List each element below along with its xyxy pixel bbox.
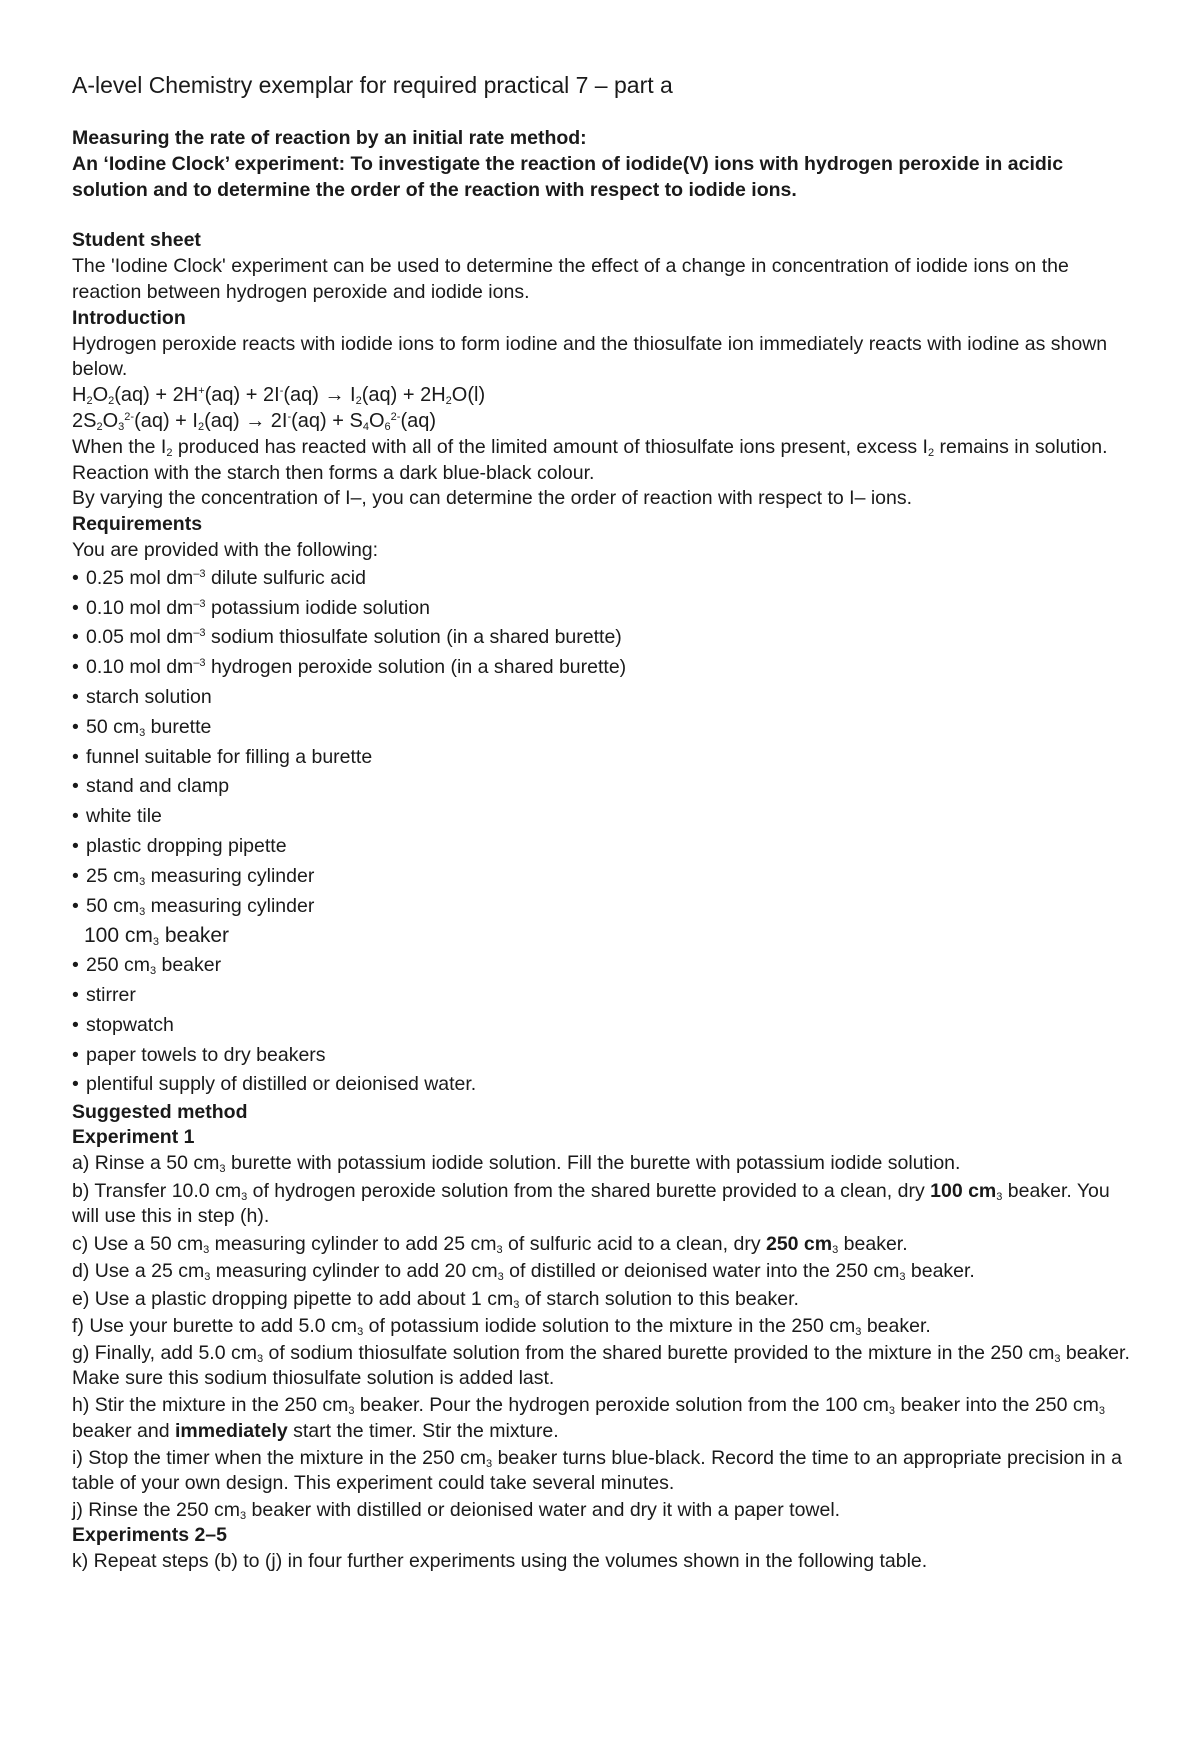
step-e: e) Use a plastic dropping pipette to add about 1 $cm_3$ of starch solution to this beaker. bbox=[72, 1287, 799, 1311]
list-item: • 0.05 mol $dm^{-3}$ sodium thiosulfate solution (in a shared burette) bbox=[72, 626, 622, 649]
step-f: f) Use your burette to add 5.0 $cm_3$ of potassium iodide solution to the mixture in the 250 $cm_3$ beaker. bbox=[72, 1314, 931, 1338]
document-page bbox=[72, 70, 1142, 1574]
list-item: • 250 $cm_3$ beaker bbox=[72, 954, 222, 978]
list-item: • funnel suitable for filling a burette bbox=[72, 745, 373, 768]
list-item: • plastic dropping pipette bbox=[72, 834, 287, 857]
method-heading: Suggested method bbox=[72, 1101, 248, 1124]
heading-line-2: An ‘Iodine Clock’ experiment: To investigate the reaction of iodide(V) ions with hydrogen peroxide in acidic solution and to determine the order of the reaction with respect to iodide ions. bbox=[72, 152, 1064, 201]
equation-2: $2S_2O_3^{2-}(aq) + I_2(aq) \to 2I^-(aq) + S_4O_6^{2-}(aq)$ bbox=[72, 409, 437, 433]
step-b: b) Transfer 10.0 $cm_3$ of hydrogen peroxide solution from the shared burette provided to a clean, dry 100 $cm_3$ beaker. You will use this in step (h). bbox=[72, 1179, 1110, 1227]
requirements-list bbox=[72, 564, 1142, 1100]
requirements-intro: You are provided with the following: bbox=[72, 538, 379, 561]
step-g: g) Finally, add 5.0 $cm_3$ of sodium thiosulfate solution from the shared burette provided to the mixture in the 250 $cm_3$ beaker. Make sure this sodium thiosulfate solution is added last. bbox=[72, 1341, 1130, 1390]
excess-iodine-text: When the $I_2$ produced has reacted with all of the limited amount of thiosulfate ions present, excess $I_2$ remains in solution. Reaction with the starch then forms a dark blue-black colour. bbox=[72, 435, 1108, 484]
list-item: 100 $cm_3$ beaker bbox=[84, 924, 230, 949]
list-item: • 50 $cm_3$ burette bbox=[72, 715, 212, 739]
list-item: • 50 $cm_3$ measuring cylinder bbox=[72, 894, 315, 918]
varying-concentration-text: By varying the concentration of I–, you can determine the order of reaction with respect to I– ions. bbox=[72, 487, 913, 510]
list-item: • white tile bbox=[72, 805, 162, 828]
heading-line-1: Measuring the rate of reaction by an initial rate method: bbox=[72, 127, 587, 149]
student-sheet-heading: Student sheet bbox=[72, 229, 201, 252]
step-j: j) Rinse the 250 $cm_3$ beaker with distilled or deionised water and dry it with a paper towel. bbox=[72, 1499, 841, 1523]
requirements-heading: Requirements bbox=[72, 513, 203, 536]
list-item: • stopwatch bbox=[72, 1013, 174, 1036]
student-sheet-text: The 'Iodine Clock' experiment can be used to determine the effect of a change in concentration of iodide ions on the reaction between hydrogen peroxide and iodide ions. bbox=[72, 255, 1069, 303]
step-a: a) Rinse a 50 $cm_3$ burette with potassium iodide solution. Fill the burette with potassium iodide solution. bbox=[72, 1151, 961, 1175]
experiments-2-5-heading: Experiments 2–5 bbox=[72, 1524, 228, 1547]
introduction-heading: Introduction bbox=[72, 306, 186, 329]
list-item: • paper towels to dry beakers bbox=[72, 1043, 326, 1066]
list-item: • plentiful supply of distilled or deionised water. bbox=[72, 1073, 477, 1096]
experiment-1-heading: Experiment 1 bbox=[72, 1126, 195, 1149]
list-item: • 25 $cm_3$ measuring cylinder bbox=[72, 864, 315, 888]
list-item: • stirrer bbox=[72, 983, 136, 1006]
list-item: • 0.10 mol $dm^{-3}$ hydrogen peroxide solution (in a shared burette) bbox=[72, 656, 627, 679]
step-c: c) Use a 50 $cm_3$ measuring cylinder to add 25 $cm_3$ of sulfuric acid to a clean, dry 250 $cm_3$ beaker. bbox=[72, 1233, 908, 1257]
method-section bbox=[72, 1100, 1142, 1574]
list-item: • 0.25 mol $dm^{-3}$ dilute sulfuric acid bbox=[72, 566, 366, 589]
document-title: A-level Chemistry exemplar for required practical 7 – part a bbox=[72, 72, 673, 98]
step-i: i) Stop the timer when the mixture in the 250 $cm_3$ beaker turns blue-black. Record the time to an appropriate precision in a table of your own design. This experiment could take several minutes. bbox=[72, 1446, 1122, 1494]
step-h: h) Stir the mixture in the 250 $cm_3$ beaker. Pour the hydrogen peroxide solution from the 100 $cm_3$ beaker into the 250 $cm_3$ beaker and immediately start the timer. Stir the mixture. bbox=[72, 1394, 1105, 1442]
equation-1: $H_2O_2(aq) + 2H^+(aq) + 2I^-(aq) \to I_2(aq) + 2H_2O(l)$ bbox=[72, 384, 486, 408]
list-item: • stand and clamp bbox=[72, 775, 230, 798]
step-d: d) Use a 25 $cm_3$ measuring cylinder to add 20 $cm_3$ of distilled or deionised water into the 250 $cm_3$ beaker. bbox=[72, 1260, 975, 1284]
list-item: • 0.10 mol $dm^{-3}$ potassium iodide solution bbox=[72, 596, 430, 619]
step-k: k) Repeat steps (b) to (j) in four further experiments using the volumes shown in the following table. bbox=[72, 1549, 928, 1572]
introduction-text: Hydrogen peroxide reacts with iodide ions to form iodine and the thiosulfate ion immediately reacts with iodine as shown below. bbox=[72, 332, 1108, 381]
list-item: • starch solution bbox=[72, 685, 212, 708]
